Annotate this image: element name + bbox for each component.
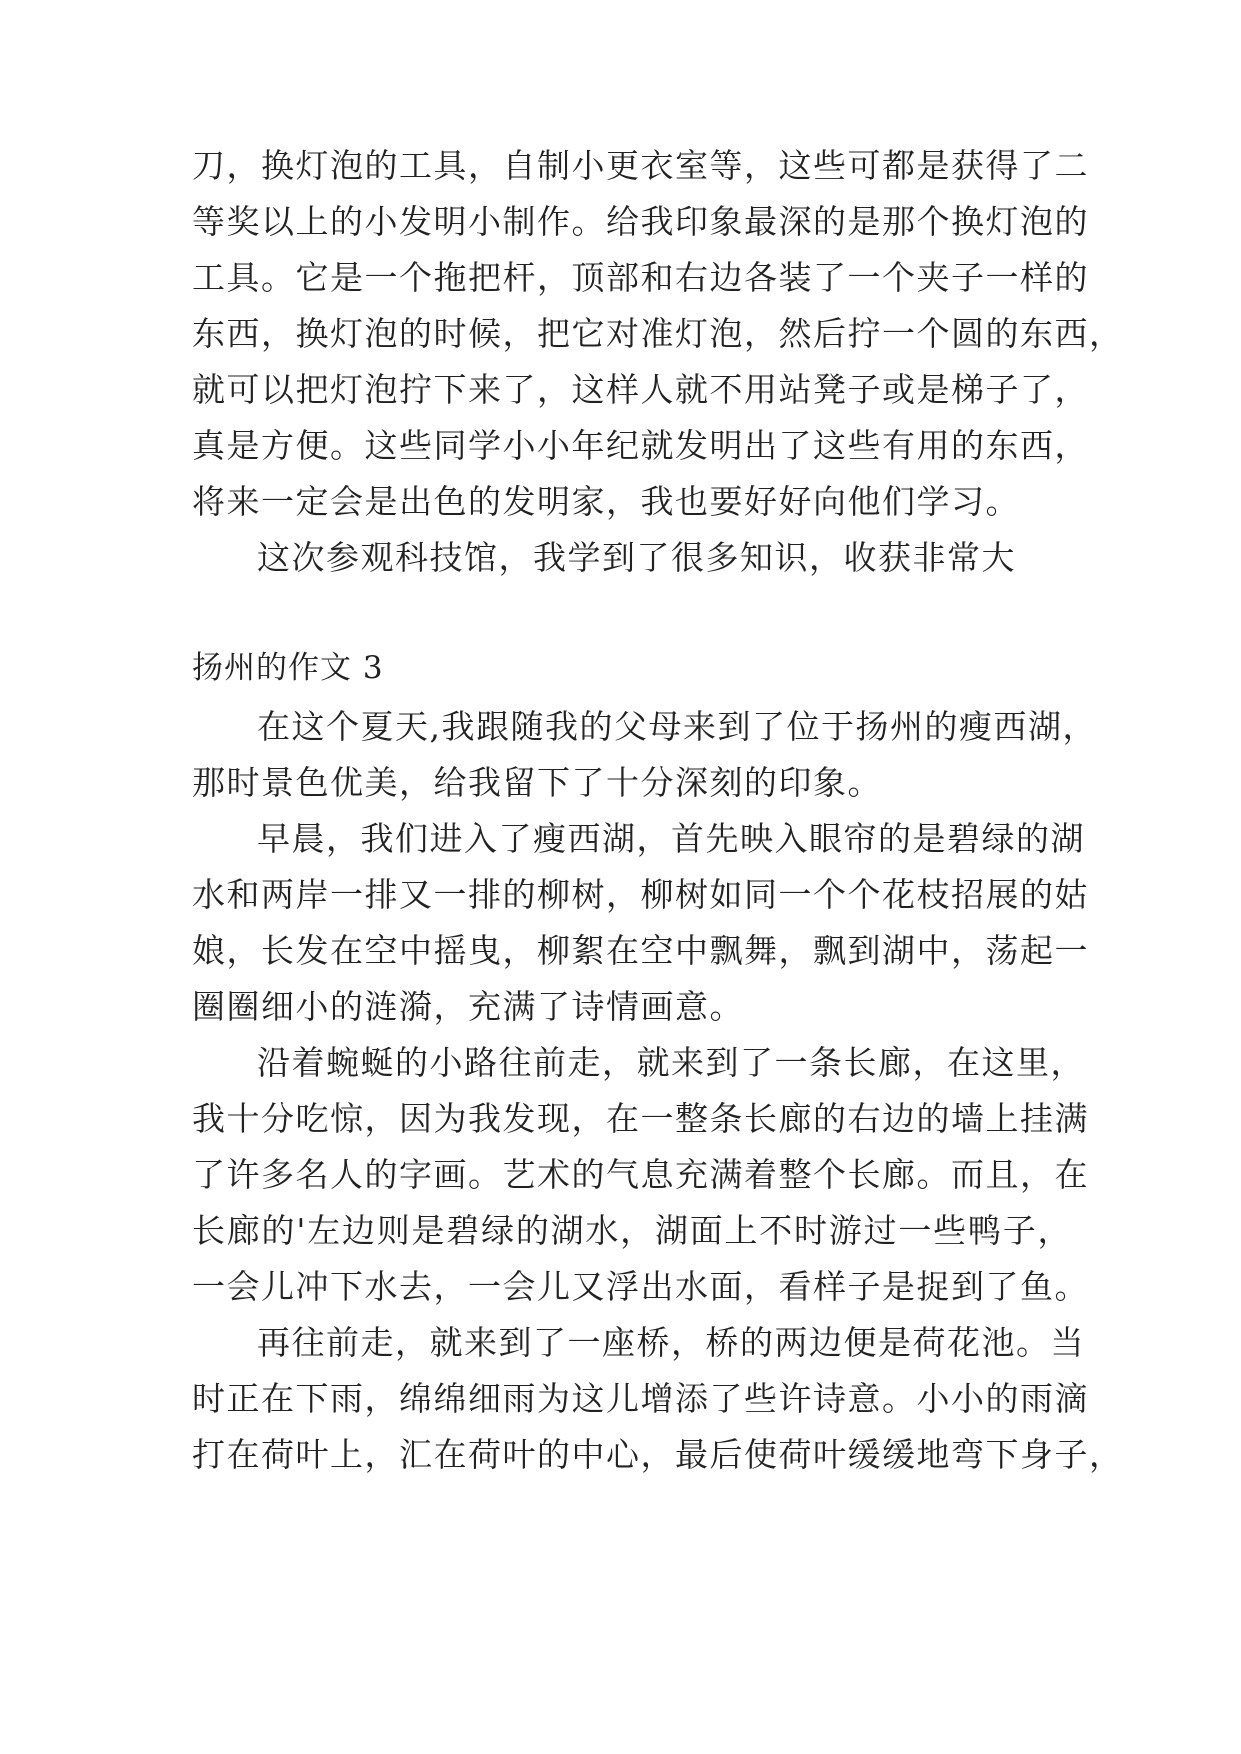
text-line: 将来一定会是出色的发明家，我也要好好向他们学习。 [192, 482, 1020, 521]
text-line: 娘，长发在空中摇曳，柳絮在空中飘舞，飘到湖中，荡起一 [192, 931, 1089, 970]
text-line: 早晨，我们进入了瘦西湖，首先映入眼帘的是碧绿的湖 [257, 819, 1085, 858]
text-line: 这次参观科技馆，我学到了很多知识，收获非常大 [257, 538, 1016, 577]
text-line: 就可以把灯泡拧下来了，这样人就不用站凳子或是梯子了， [192, 370, 1089, 409]
text-line: 刀，换灯泡的工具，自制小更衣室等，这些可都是获得了二 [192, 146, 1089, 185]
section-title: 扬州的作文 3 [192, 650, 384, 686]
text-line: 水和两岸一排又一排的柳树，柳树如同一个个花枝招展的姑 [192, 875, 1089, 914]
text-line: 长廊的'左边则是碧绿的湖水，湖面上不时游过一些鸭子， [192, 1211, 1072, 1250]
text-line: 了许多名人的字画。艺术的气息充满着整个长廊。而且，在 [192, 1155, 1089, 1194]
text-line: 打在荷叶上，汇在荷叶的中心，最后使荷叶缓缓地弯下身子， [192, 1435, 1124, 1474]
text-line: 时正在下雨，绵绵细雨为这儿增添了些许诗意。小小的雨滴 [192, 1379, 1089, 1418]
text-line: 那时景色优美，给我留下了十分深刻的印象。 [192, 763, 882, 802]
text-line: 东西，换灯泡的时候，把它对准灯泡，然后拧一个圆的东西， [192, 314, 1124, 353]
text-line: 在这个夏天,我跟随我的父母来到了位于扬州的瘦西湖， [257, 707, 1097, 746]
text-line: 工具。它是一个拖把杆，顶部和右边各装了一个夹子一样的 [192, 258, 1089, 297]
text-line: 一会儿冲下水去，一会儿又浮出水面，看样子是捉到了鱼。 [192, 1267, 1089, 1306]
text-line: 等奖以上的小发明小制作。给我印象最深的是那个换灯泡的 [192, 202, 1089, 241]
text-line: 沿着蜿蜒的小路往前走，就来到了一条长廊，在这里， [257, 1043, 1085, 1082]
text-line: 真是方便。这些同学小小年纪就发明出了这些有用的东西， [192, 426, 1089, 465]
text-line: 圈圈细小的涟漪，充满了诗情画意。 [192, 987, 744, 1026]
text-line: 再往前走，就来到了一座桥，桥的两边便是荷花池。当 [257, 1323, 1085, 1362]
text-line: 我十分吃惊，因为我发现，在一整条长廊的右边的墙上挂满 [192, 1099, 1089, 1138]
